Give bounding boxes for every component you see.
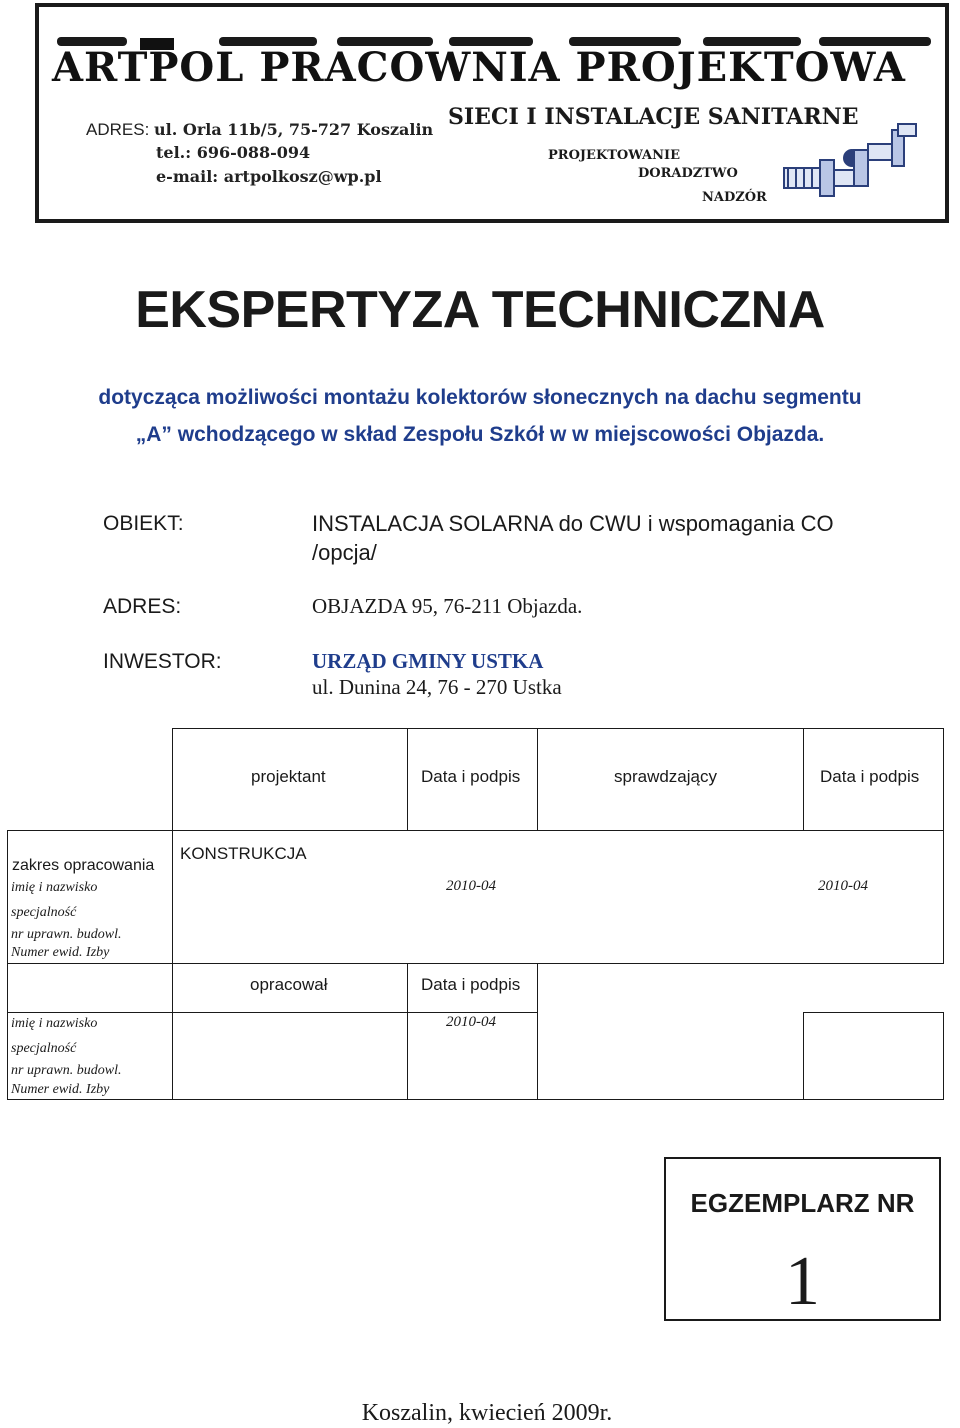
subtitle-line-2: „A” wchodzącego w skład Zespołu Szkół w w miejscowości Objazda. bbox=[135, 423, 825, 446]
address-value: ul. Orla 11b/5, 75-727 Koszalin bbox=[154, 120, 434, 139]
service-supervision: NADZÓR bbox=[702, 190, 767, 205]
field-name: imię i nazwisko bbox=[11, 1016, 98, 1031]
copy-number: 1 bbox=[785, 1243, 820, 1320]
object-label: OBIEKT: bbox=[103, 512, 184, 535]
scope-label: zakres opracowania bbox=[12, 857, 155, 874]
scope-value: KONSTRUKCJA bbox=[180, 844, 307, 863]
table-cell bbox=[172, 1012, 408, 1100]
investor-name: URZĄD GMINY USTKA bbox=[312, 649, 544, 673]
address-label: ADRES: bbox=[86, 120, 150, 139]
place-and-date: Koszalin, kwiecień 2009r. bbox=[361, 1400, 613, 1426]
date-sign-label: Data i podpis bbox=[421, 975, 521, 994]
copy-label: EGZEMPLARZ NR bbox=[690, 1188, 915, 1218]
service-design: PROJEKTOWANIE bbox=[548, 148, 680, 163]
table-cell bbox=[7, 830, 173, 964]
email-value: e-mail: artpolkosz@wp.pl bbox=[156, 167, 382, 186]
subtitle-line-1: dotycząca możliwości montażu kolektorów słonecznych na dachu segmentu bbox=[98, 386, 862, 409]
header-designer: projektant bbox=[251, 767, 326, 786]
field-chamber-number: Numer ewid. Izby bbox=[11, 945, 110, 960]
field-name: imię i nazwisko bbox=[11, 880, 98, 895]
field-specialty: specjalność bbox=[11, 1041, 77, 1056]
prepared-label: opracował bbox=[250, 975, 328, 994]
brand-name: ARTPOL PRACOWNIA PROJEKTOWA bbox=[52, 44, 906, 91]
address-value: OBJAZDA 95, 76-211 Objazda. bbox=[312, 594, 583, 618]
field-specialty: specjalność bbox=[11, 905, 77, 920]
date-checker: 2010-04 bbox=[818, 878, 868, 894]
field-license: nr uprawn. budowl. bbox=[11, 1063, 122, 1078]
investor-address: ul. Dunina 24, 76 - 270 Ustka bbox=[312, 675, 562, 699]
date-designer: 2010-04 bbox=[446, 878, 496, 894]
contact-email bbox=[156, 167, 382, 187]
table-cell bbox=[7, 963, 173, 1013]
investor-label: INWESTOR: bbox=[103, 650, 222, 673]
object-value: INSTALACJA SOLARNA do CWU i wspomagania CO bbox=[312, 511, 834, 536]
service-consulting: DORADZTWO bbox=[638, 166, 738, 181]
header-checker: sprawdzający bbox=[614, 767, 717, 786]
contact-phone bbox=[156, 143, 310, 163]
object-value-option: /opcja/ bbox=[312, 540, 377, 565]
address-label: ADRES: bbox=[103, 595, 182, 618]
document-title: EKSPERTYZA TECHNICZNA bbox=[135, 281, 825, 339]
pipe-fittings-icon bbox=[780, 120, 920, 210]
field-chamber-number: Numer ewid. Izby bbox=[11, 1082, 110, 1097]
phone-value: tel.: 696-088-094 bbox=[156, 143, 311, 162]
header-date-sign-1: Data i podpis bbox=[421, 767, 521, 786]
field-license: nr uprawn. budowl. bbox=[11, 927, 122, 942]
date-prepared: 2010-04 bbox=[446, 1014, 496, 1030]
contact-address bbox=[86, 120, 433, 140]
services-title: SIECI I INSTALACJE SANITARNE bbox=[448, 104, 859, 130]
table-cell bbox=[537, 1012, 804, 1100]
header-date-sign-2: Data i podpis bbox=[820, 767, 920, 786]
table-cell bbox=[803, 1012, 944, 1100]
